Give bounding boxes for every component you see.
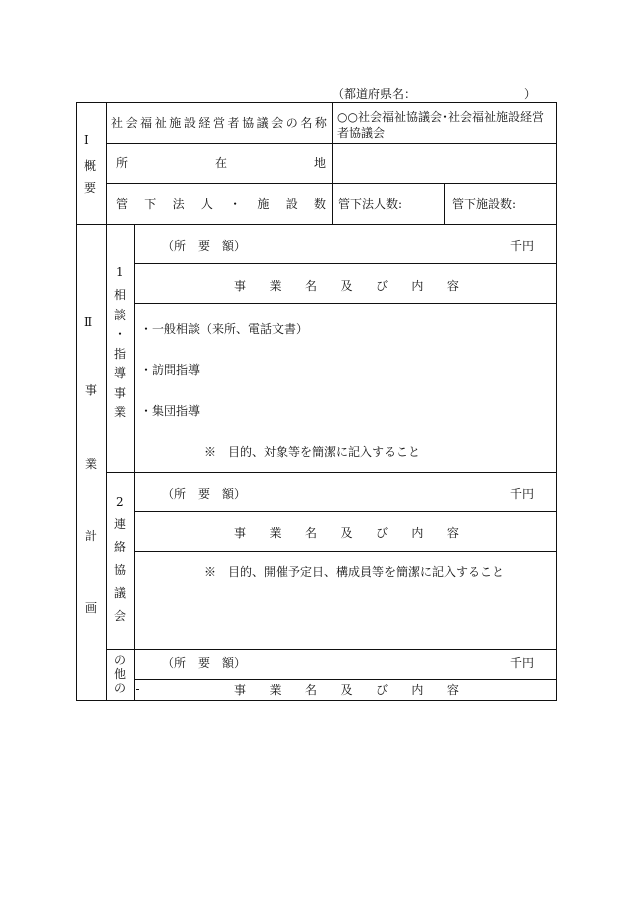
label-char: 地: [313, 156, 326, 170]
label-char: 祉: [154, 116, 167, 130]
block-3-unit: 千円: [510, 656, 535, 670]
vertical-title-char: 相: [113, 288, 126, 302]
block-1-item: ・一般相談（来所、電話文書）: [140, 322, 309, 336]
vertical-title-char: 会: [113, 609, 126, 623]
label-char: 及: [340, 683, 353, 697]
label-char: 社: [111, 116, 124, 130]
label-char: 者: [227, 116, 240, 130]
label-char: 名: [300, 116, 313, 130]
label-char: 事: [234, 683, 247, 697]
vertical-title-char: 連: [113, 517, 126, 531]
block-1-item: ・集団指導: [140, 404, 201, 418]
vertical-title-char: 指: [113, 346, 126, 361]
block-2-content-header: [234, 527, 459, 539]
block-3-budget-label: （所 要 額）: [162, 656, 247, 670]
block-2-note: ※ 目的、開催予定日、構成員等を簡潔に記入すること: [204, 565, 505, 579]
label-char: 業: [269, 526, 282, 540]
label-char: 施: [169, 116, 182, 130]
section-2-title-char: 業: [84, 457, 97, 471]
block-1-number: 1: [116, 265, 124, 279]
label-char: 施: [257, 197, 270, 211]
label-char: 人: [200, 197, 213, 211]
section-2-label: Ⅱ: [84, 315, 93, 329]
label-char: 名: [304, 526, 317, 540]
block-2-budget-label: （所 要 額）: [162, 487, 247, 501]
label-char: 設: [285, 197, 298, 211]
label-char: 営: [212, 116, 225, 130]
block-1-note: ※ 目的、対象等を簡潔に記入すること: [204, 445, 421, 459]
section-1-title: 概要: [84, 159, 97, 195]
block-1-unit: 千円: [510, 239, 535, 253]
block-3-content-header: [234, 684, 459, 696]
corp-count-label: 管下法人数:: [338, 197, 403, 211]
section-2-title-char: 画: [84, 601, 97, 615]
section-1-label: Ⅰ: [84, 133, 89, 147]
block-2-unit: 千円: [510, 487, 535, 501]
label-char: び: [375, 279, 388, 293]
block-3-partial-mark: [136, 689, 139, 690]
label-char: 名: [304, 279, 317, 293]
label-char: 容: [446, 279, 459, 293]
label-char: 容: [446, 526, 459, 540]
vertical-title-char: の: [113, 681, 126, 695]
label-char: 名: [304, 683, 317, 697]
label-char: 在: [214, 156, 227, 170]
label-char: 称: [314, 116, 327, 130]
vertical-title-char: 協: [113, 563, 126, 577]
vertical-title-char: 業: [113, 405, 126, 419]
label-char: 事: [234, 526, 247, 540]
prefecture-label: （都道府県名：: [332, 87, 417, 101]
vertical-title-char: 議: [113, 586, 126, 600]
section-2-title-char: 計: [84, 529, 97, 543]
vertical-title-char: 事: [113, 385, 126, 400]
vertical-title-char: 導: [113, 366, 126, 380]
label-char: び: [375, 683, 388, 697]
label-char: 内: [411, 526, 424, 540]
corp-facility-label: [116, 198, 326, 210]
vertical-title-char: 絡: [113, 540, 126, 554]
label-char: 会: [271, 116, 284, 130]
label-char: 福: [140, 116, 153, 130]
label-char: 及: [340, 279, 353, 293]
location-label: [116, 157, 326, 169]
label-char: 業: [269, 279, 282, 293]
label-char: 及: [340, 526, 353, 540]
label-char: 業: [269, 683, 282, 697]
vertical-title-char: 談: [113, 307, 126, 322]
label-char: の: [285, 116, 298, 130]
block-1-content-header: [234, 280, 459, 292]
label-char: 内: [411, 683, 424, 697]
vertical-title-char: 他: [113, 667, 126, 681]
label-char: 設: [183, 116, 196, 130]
label-char: ・: [229, 197, 242, 211]
label-char: び: [375, 526, 388, 540]
label-char: 協: [242, 116, 255, 130]
label-char: 管: [116, 197, 129, 211]
label-char: 内: [411, 279, 424, 293]
label-char: 数: [313, 197, 326, 211]
vertical-title-char: ・: [113, 327, 126, 341]
label-char: 所: [116, 156, 129, 170]
block-1-budget-label: （所 要 額）: [162, 239, 247, 253]
label-char: 事: [234, 279, 247, 293]
section-2-title: [78, 0, 104, 916]
prefecture-close: ）: [524, 87, 537, 101]
label-char: 会: [125, 116, 138, 130]
org-name-value: ○○社会福祉協議会･社会福祉施設経営者協議会: [337, 110, 544, 140]
org-name-label: [111, 117, 327, 129]
label-char: 経: [198, 116, 211, 130]
label-char: 容: [446, 683, 459, 697]
label-char: 下: [144, 197, 157, 211]
block-2-number: 2: [116, 495, 124, 509]
label-char: 議: [256, 116, 269, 130]
label-char: 法: [172, 197, 185, 211]
block-1-item: ・訪問指導: [140, 363, 201, 377]
facility-count-label: 管下施設数:: [452, 197, 517, 211]
section-2-title-char: 事: [84, 383, 97, 397]
vertical-title-char: の: [113, 653, 126, 667]
